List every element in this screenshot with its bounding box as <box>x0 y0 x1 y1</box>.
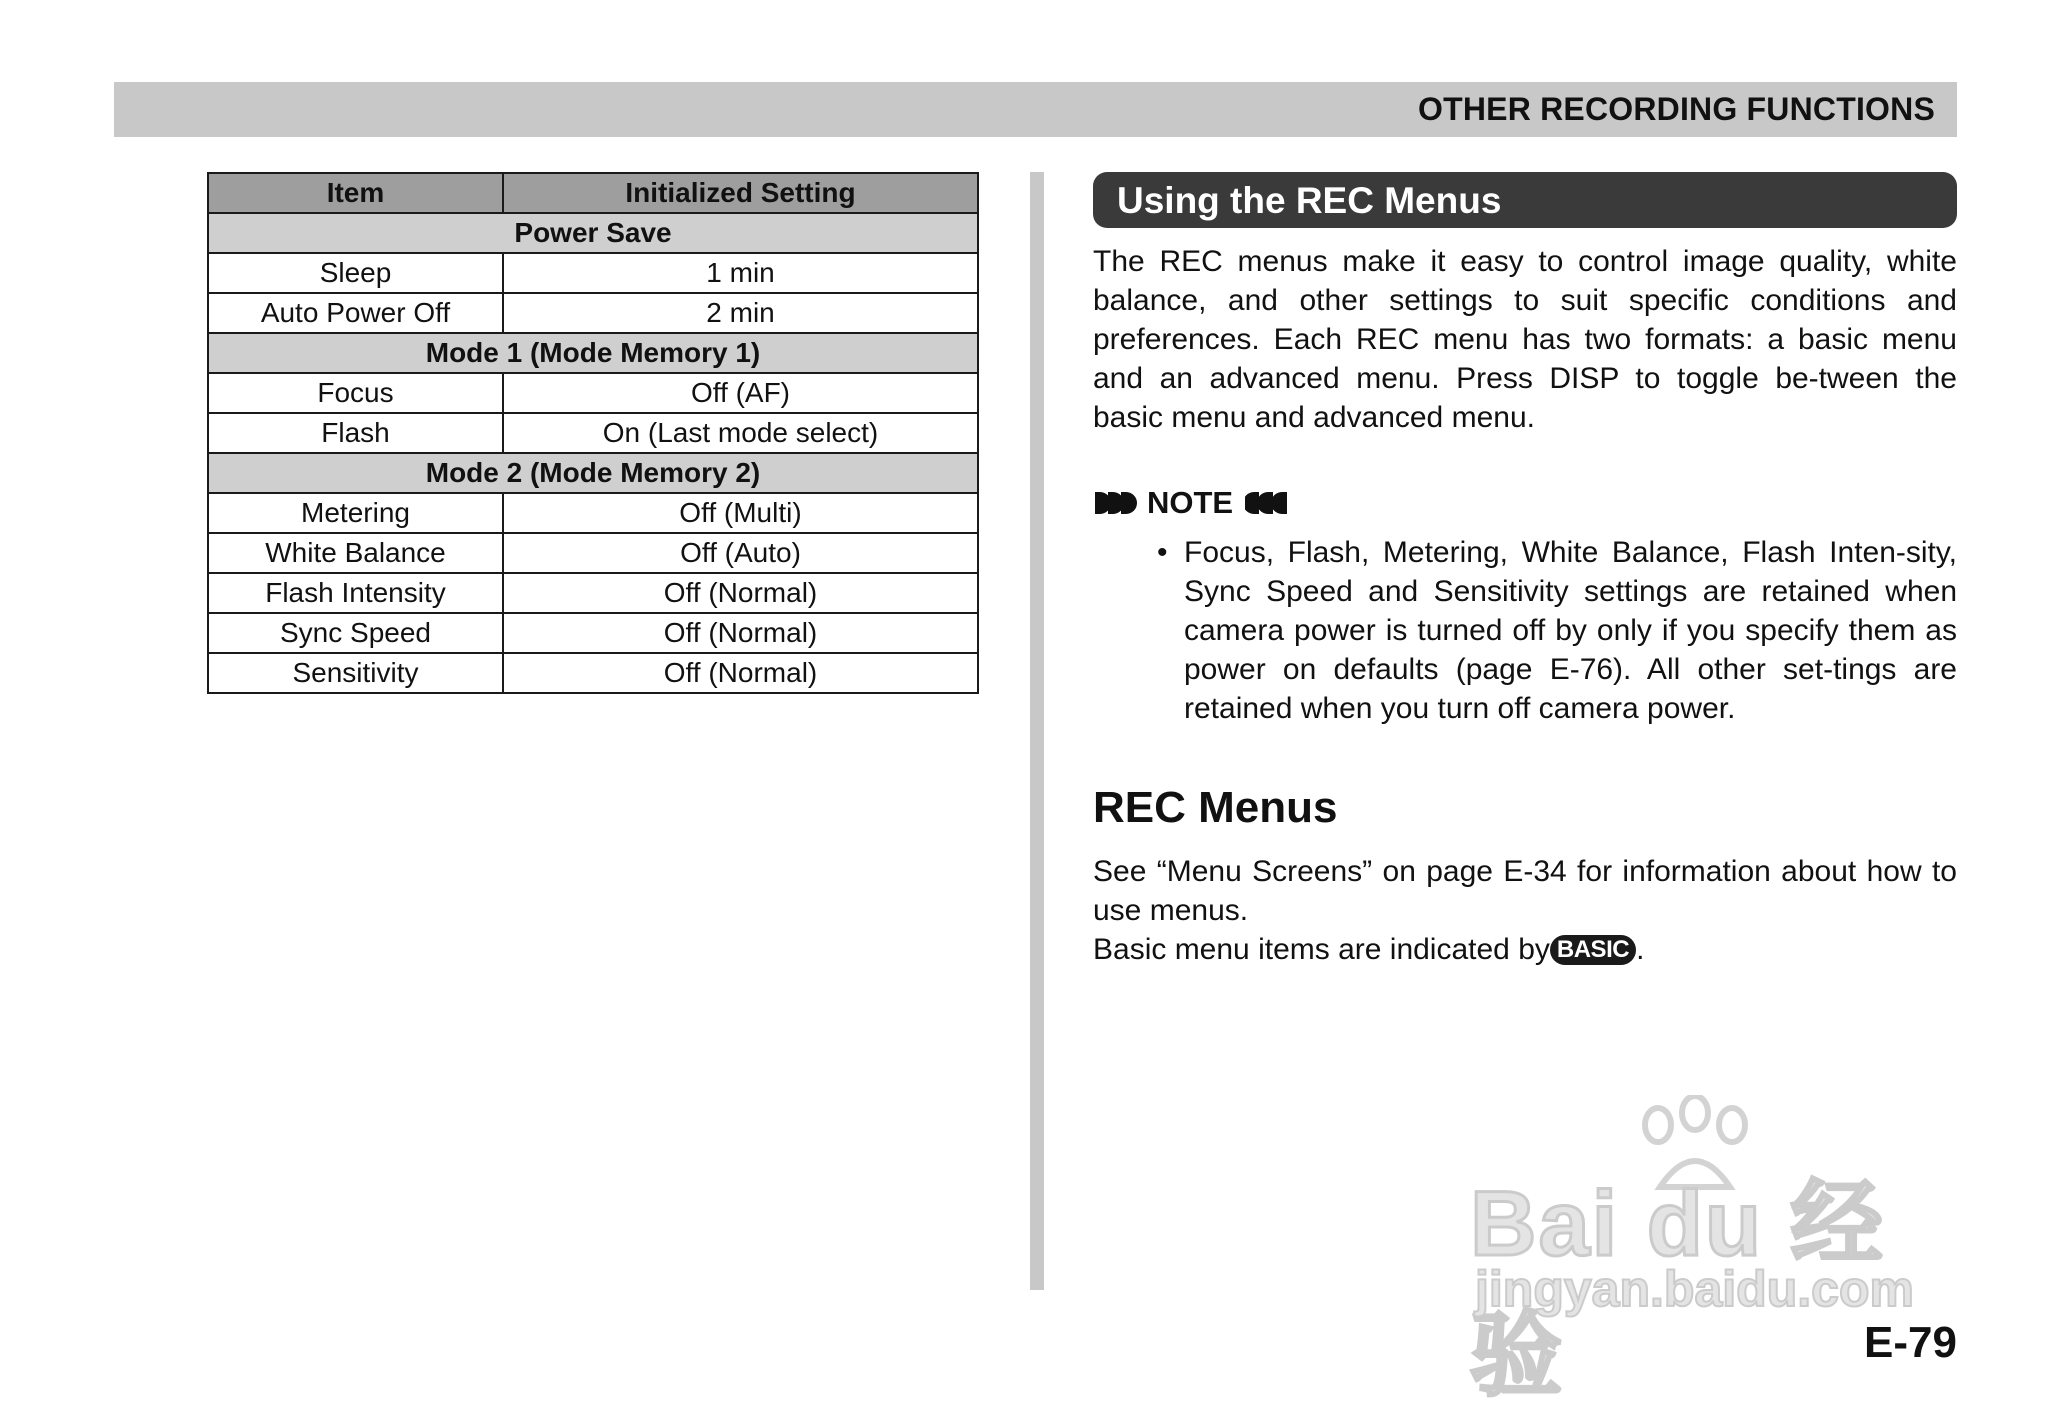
table-header-row <box>208 173 978 213</box>
note-label: NOTE <box>1147 485 1234 520</box>
note-item <box>1157 533 1957 728</box>
cell-item: Flash Intensity <box>208 573 503 613</box>
section-banner <box>1093 172 1957 228</box>
cell-setting: Off (Normal) <box>503 573 978 613</box>
basic-prefix: Basic menu items are indicated by <box>1093 933 1550 966</box>
header-bar <box>114 82 1957 137</box>
table-row <box>208 653 978 693</box>
watermark-top-text: Bai du 经验 <box>1470 1173 1885 1407</box>
basic-indicator-line <box>1093 930 1644 969</box>
section-title: OTHER RECORDING FUNCTIONS <box>1418 91 1935 127</box>
header-initialized-setting: Initialized Setting <box>503 173 978 213</box>
cell-setting: Off (Auto) <box>503 533 978 573</box>
intro-paragraph: The REC menus make it easy to control image quality, white balance, and other settings to suit specific conditions and preferences. Each REC menu has two formats: a basic menu and an advanced menu. Press DISP to toggle be-tween the basic menu and advanced menu. <box>1093 245 1957 434</box>
basic-badge-icon: BASIC <box>1550 935 1636 965</box>
note-right-arrows-icon <box>1245 490 1293 516</box>
basic-suffix: . <box>1636 933 1645 966</box>
header-item: Item <box>208 173 503 213</box>
group-title: Power Save <box>208 213 978 253</box>
table-row <box>208 573 978 613</box>
banner-title: Using the REC Menus <box>1117 180 1502 221</box>
cell-setting: Off (AF) <box>503 373 978 413</box>
group-title: Mode 1 (Mode Memory 1) <box>208 333 978 373</box>
group-title: Mode 2 (Mode Memory 2) <box>208 453 978 493</box>
page-number: E-79 <box>1864 1318 1957 1367</box>
table-row <box>208 293 978 333</box>
table-group-row <box>208 453 978 493</box>
cell-item: Metering <box>208 493 503 533</box>
column-divider <box>1030 172 1044 1290</box>
note-header <box>1093 483 1293 523</box>
table-row <box>208 533 978 573</box>
table-row <box>208 413 978 453</box>
cell-setting: Off (Multi) <box>503 493 978 533</box>
initialized-settings-table <box>207 172 979 694</box>
table-row <box>208 253 978 293</box>
table-group-row <box>208 213 978 253</box>
rec-menus-heading: REC Menus <box>1093 783 1338 832</box>
table-row <box>208 613 978 653</box>
cell-setting: 1 min <box>503 253 978 293</box>
cell-item: Sensitivity <box>208 653 503 693</box>
note-text: Focus, Flash, Metering, White Balance, Flash Inten-sity, Sync Speed and Sensitivity settings are retained when camera power is turned off by only if you specify them as power on defaults (page E-76). All other set-tings are retained when you turn off camera power. <box>1184 536 1957 725</box>
note-left-arrows-icon <box>1093 490 1137 516</box>
cell-item: Auto Power Off <box>208 293 503 333</box>
cell-item: White Balance <box>208 533 503 573</box>
cell-setting: On (Last mode select) <box>503 413 978 453</box>
table-row <box>208 493 978 533</box>
cell-item: Focus <box>208 373 503 413</box>
watermark-bottom-text: jingyan.baidu.com <box>1475 1261 1914 1317</box>
cell-setting: 2 min <box>503 293 978 333</box>
cell-item: Sync Speed <box>208 613 503 653</box>
note-bullet: • <box>1157 536 1168 569</box>
cell-item: Flash <box>208 413 503 453</box>
cell-item: Sleep <box>208 253 503 293</box>
cell-setting: Off (Normal) <box>503 613 978 653</box>
cell-setting: Off (Normal) <box>503 653 978 693</box>
table-row <box>208 373 978 413</box>
see-menu-screens-text: See “Menu Screens” on page E-34 for information about how to use menus. <box>1093 855 1957 927</box>
table-group-row <box>208 333 978 373</box>
